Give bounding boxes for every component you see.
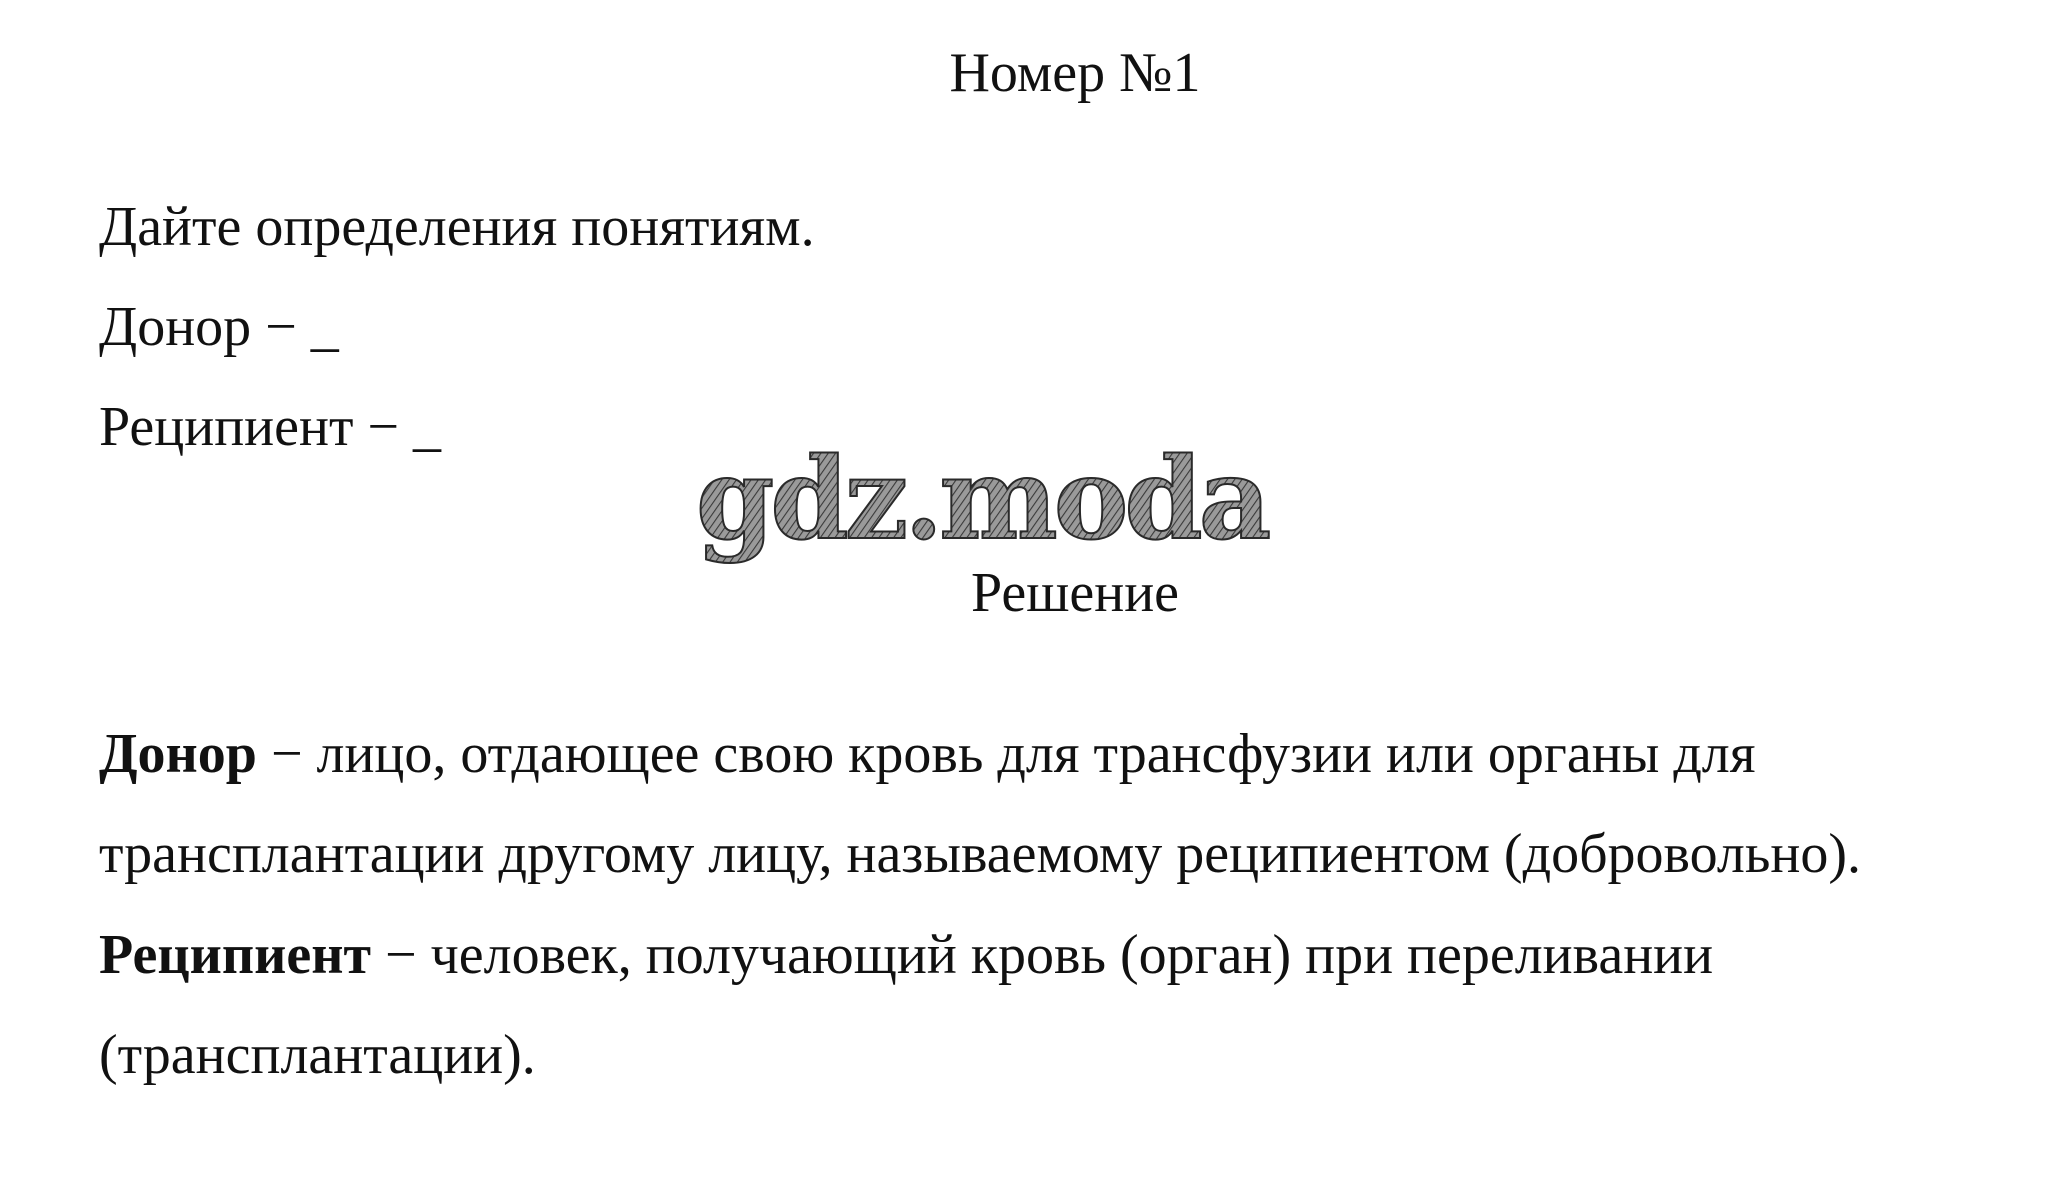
question-intro: Дайте определения понятиям. xyxy=(99,196,815,258)
recipient-term: Реципиент xyxy=(99,924,372,986)
donor-definition-line-2: трансплантации другому лицу, называемому реципиентом (добровольно). xyxy=(99,823,1861,885)
question-recipient: Реципиент − _ xyxy=(99,396,442,458)
page-title: Номер №1 xyxy=(949,42,1201,104)
question-donor: Донор − _ xyxy=(99,296,339,358)
donor-term: Донор xyxy=(99,723,257,785)
solution-heading: Решение xyxy=(970,562,1180,624)
svg-text:gdz.moda: gdz.moda xyxy=(696,434,1268,565)
recipient-definition-line-1 xyxy=(99,920,1713,990)
donor-definition-text: − лицо, отдающее свою кровь для трансфузии или органы для xyxy=(256,723,1756,785)
recipient-definition-line-2: (трансплантации). xyxy=(99,1024,536,1086)
donor-definition-line-1 xyxy=(99,719,1756,789)
recipient-definition-text: − человек, получающий кровь (орган) при переливании xyxy=(371,924,1714,986)
